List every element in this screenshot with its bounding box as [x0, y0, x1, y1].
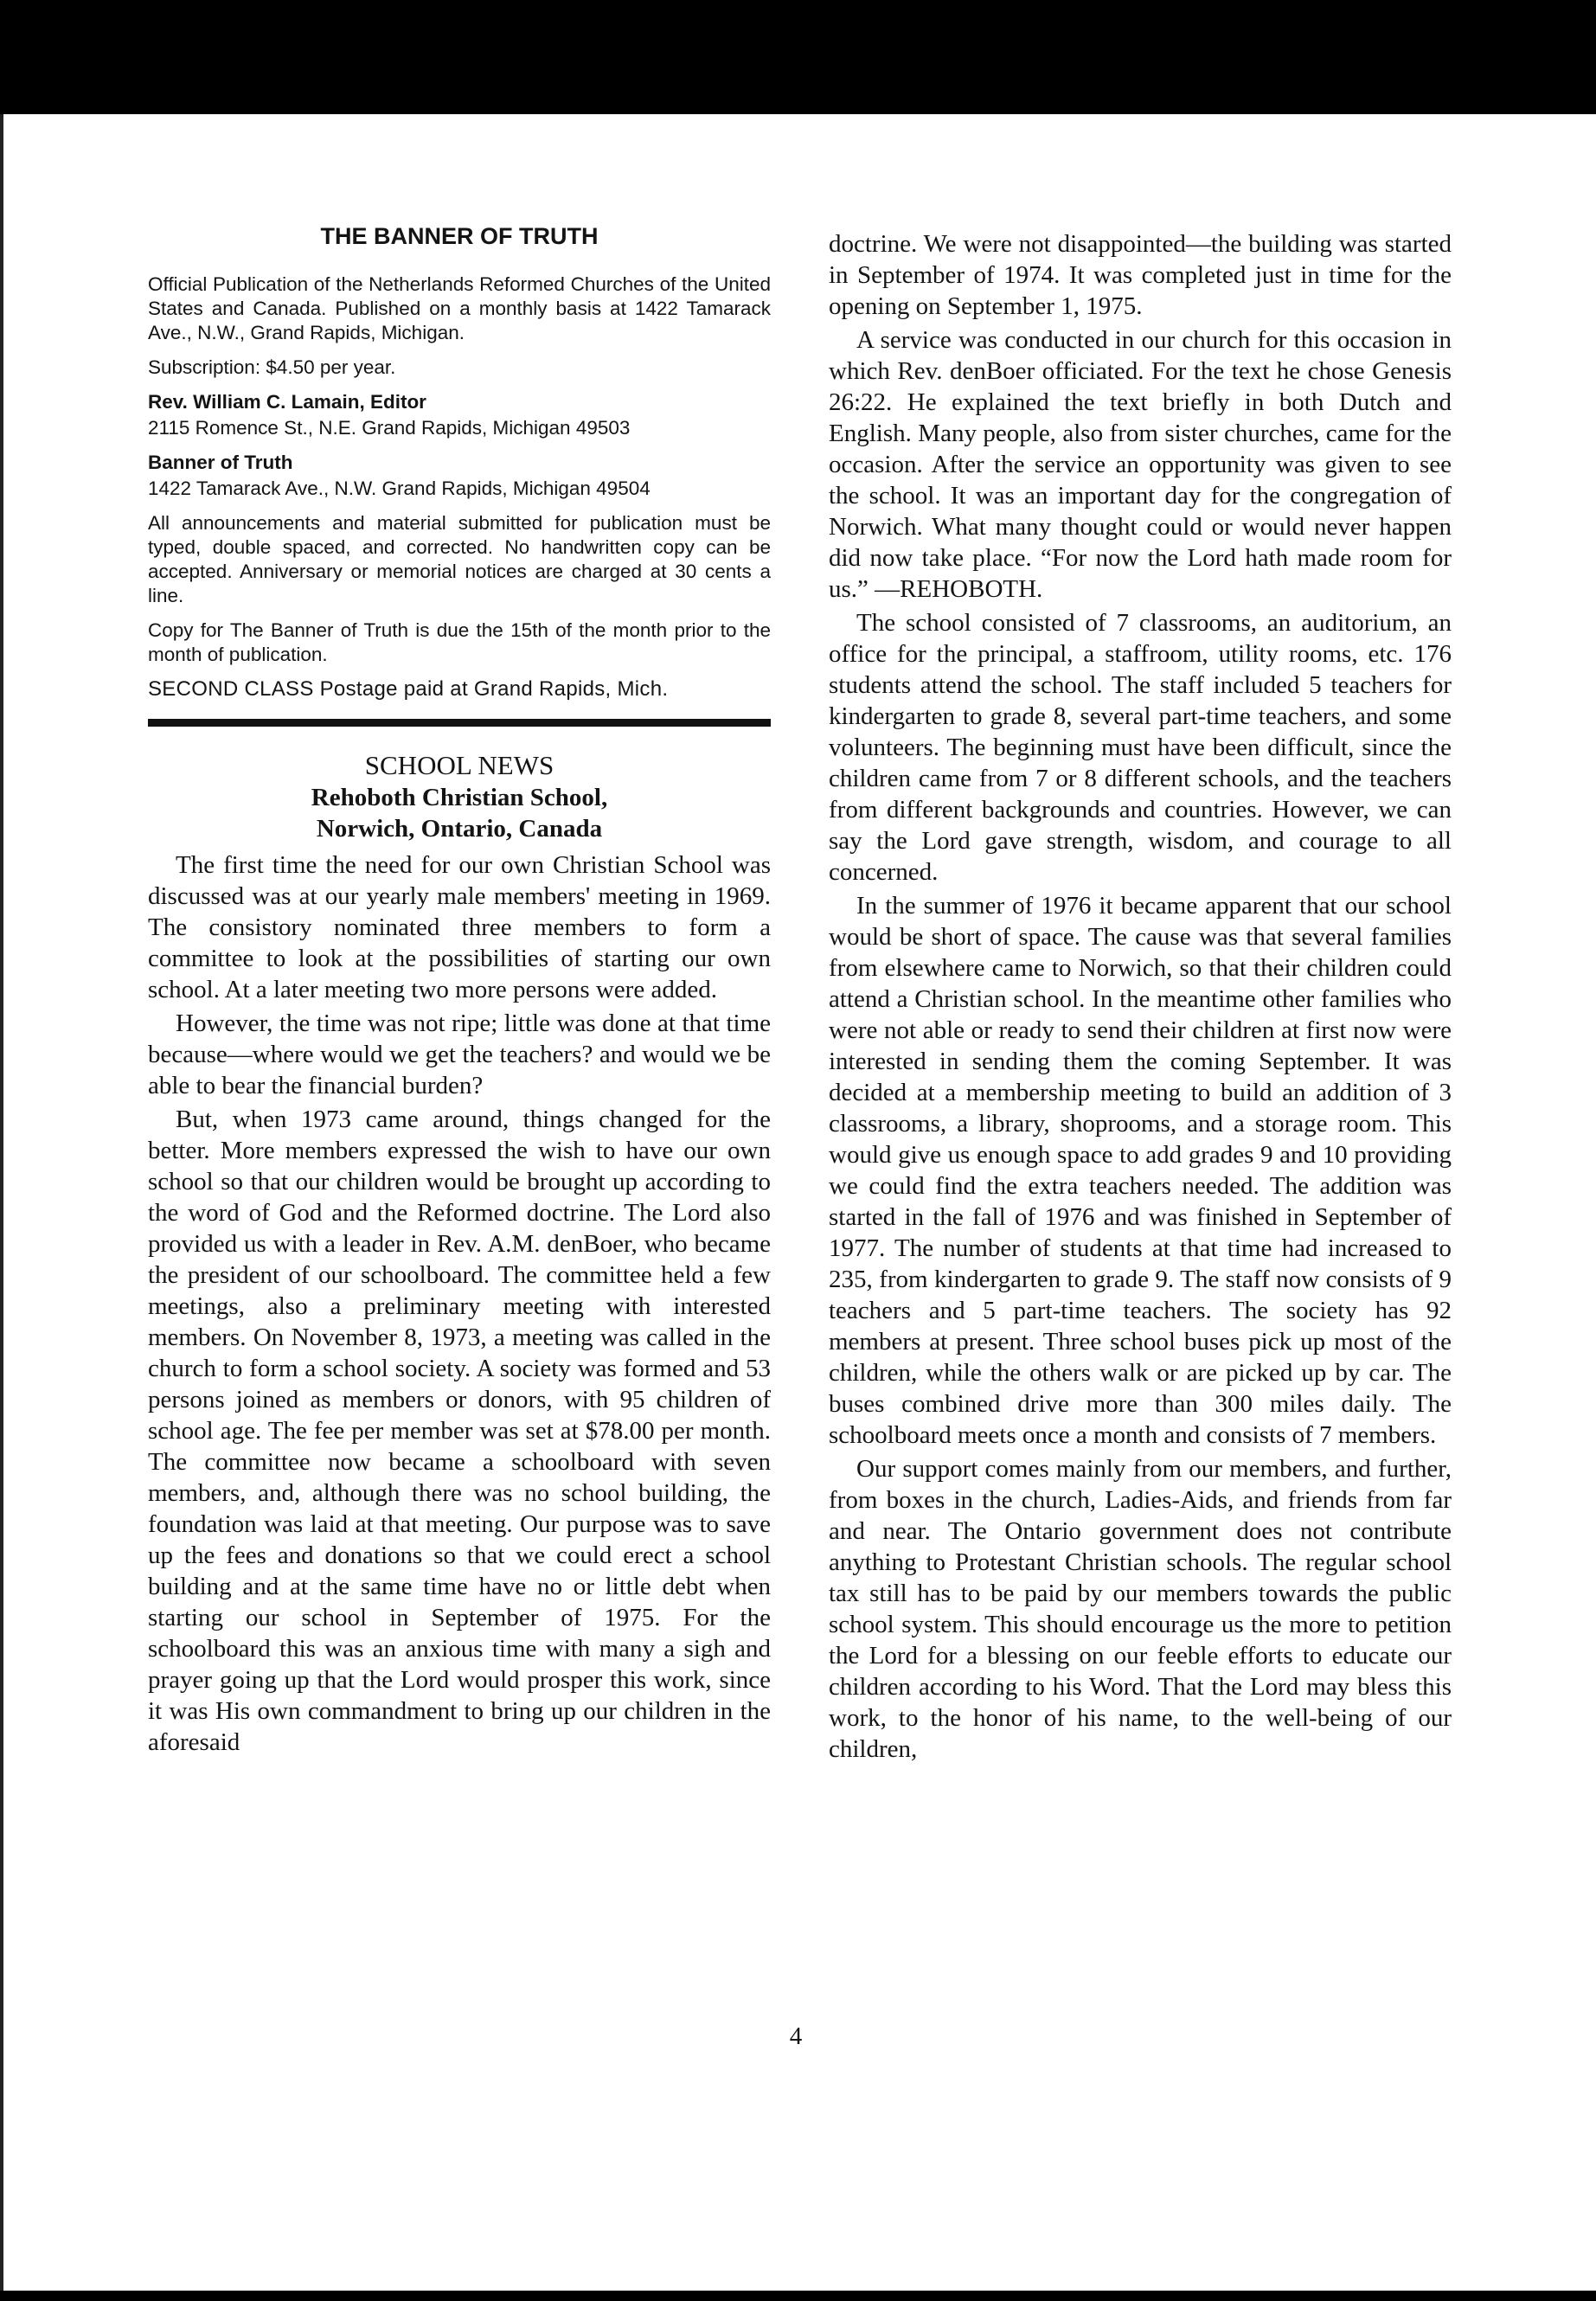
article-subtitle-line1: Rehoboth Christian School,: [311, 784, 608, 811]
article-paragraph: However, the time was not ripe; little was done at that time because—where would we get the teachers? and would we be able to bear the financial burden?: [148, 1009, 771, 1099]
copy-due-note: Copy for The Banner of Truth is due the 15th of the month prior to the month of publication.: [148, 619, 771, 665]
editor-name: Rev. William C. Lamain, Editor: [148, 391, 426, 413]
office-address: 1422 Tamarack Ave., N.W. Grand Rapids, Michigan 49504: [148, 478, 651, 499]
left-column: [148, 223, 771, 1760]
office-name: Banner of Truth: [148, 452, 293, 473]
scan-bottom-border: [0, 2291, 1596, 2301]
article-paragraph: The school consisted of 7 classrooms, an auditorium, an office for the principal, a staffroom, utility rooms, etc. 176 students attend the school. The staff included 5 teachers for kindergarten to grade 8, several part-time teachers, and some volunteers. The beginning must have been difficult, since the children came from 7 or 8 different schools, and the teachers from different backgrounds and countries. However, we can say the Lord gave strength, wisdom, and courage to all concerned.: [829, 609, 1452, 886]
article-subtitle-line2: Norwich, Ontario, Canada: [316, 815, 603, 843]
article-paragraph: In the summer of 1976 it became apparent that our school would be short of space. The cause was that several families from elsewhere came to Norwich, so that their children could attend a Christian school. In the meantime other families who were not able or ready to send their children at first now were interested in sending them the coming September. It was decided at a membership meeting to build an addition of 3 classrooms, a library, shoprooms, and a storage room. This would give us enough space to add grades 9 and 10 providing we could find the extra teachers needed. The addition was started in the fall of 1976 and was finished in September of 1977. The number of students at that time had increased to 235, from kindergarten to grade 9. The staff now consists of 9 teachers and 5 part-time teachers. The society has 92 members at present. Three school buses pick up most of the children, while the others walk or are picked up by car. The buses combined drive more than 300 miles daily. The schoolboard meets once a month and consists of 7 members.: [829, 892, 1452, 1449]
masthead-title: THE BANNER OF TRUTH: [320, 223, 599, 249]
article-paragraph: The first time the need for our own Christian School was discussed was at our yearly male members' meeting in 1969. The consistory nominated three members to form a committee to look at the possibilities of starting our own school. At a later meeting two more persons were added.: [148, 851, 771, 1003]
article-paragraph-continued: doctrine. We were not disappointed—the building was started in September of 1974. It was completed just in time for the opening on September 1, 1975.: [829, 230, 1452, 320]
official-publication-note: Official Publication of the Netherlands Reformed Churches of the United States and Canada. Published on a monthly basis at 1422 Tamarack Ave., N.W., Grand Rapids, Michigan.: [148, 273, 771, 343]
right-column: [829, 228, 1452, 1767]
scan-left-edge: [0, 114, 3, 2291]
article-paragraph: Our support comes mainly from our members, and further, from boxes in the church, Ladies-Aids, and friends from far and near. The Ontario government does not contribute anything to Protestant Christian schools. The regular school tax still has to be paid by our members towards the public school system. This should encourage us the more to petition the Lord for a blessing on our feeble efforts to educate our children according to his Word. That the Lord may bless this work, to the honor of his name, to the well-being of our children,: [829, 1455, 1452, 1763]
scan-top-border: [0, 0, 1596, 114]
subscription-price: Subscription: $4.50 per year.: [148, 356, 396, 378]
article-paragraph: A service was conducted in our church for this occasion in which Rev. denBoer officiated. For the text he chose Genesis 26:22. He explained the text briefly in both Dutch and English. Many people, also from sister churches, came for the occasion. After the service an opportunity was given to see the school. It was an important day for the congregation of Norwich. What many thought could or would never happen did now take place. “For now the Lord hath made room for us.” —REHOBOTH.: [829, 326, 1452, 603]
section-divider: [148, 719, 771, 727]
announcements-note: All announcements and material submitted for publication must be typed, double spaced, and corrected. No handwritten copy can be accepted. Anniversary or memorial notices are charged at 30 cents a line.: [148, 512, 771, 606]
page-number: 4: [789, 2022, 803, 2050]
editor-address: 2115 Romence St., N.E. Grand Rapids, Michigan 49503: [148, 417, 631, 439]
section-heading: SCHOOL NEWS: [364, 750, 554, 780]
postage-note: SECOND CLASS Postage paid at Grand Rapids, Mich.: [148, 677, 669, 701]
article-paragraph: But, when 1973 came around, things changed for the better. More members expressed the wish to have our own school so that our children would be brought up according to the word of God and the Reformed doctrine. The Lord also provided us with a leader in Rev. A.M. denBoer, who became the president of our schoolboard. The committee held a few meetings, also a preliminary meeting with interested members. On November 8, 1973, a meeting was called in the church to form a school society. A society was formed and 53 persons joined as members or donors, with 95 children of school age. The fee per member was set at $78.00 per month. The committee now became a schoolboard with seven members, and, although there was no school building, the foundation was laid at that meeting. Our purpose was to save up the fees and donations so that we could erect a school building and at the same time have no or little debt when starting our school in September of 1975. For the schoolboard this was an anxious time with many a sigh and prayer going up that the Lord would prosper this work, since it was His own commandment to bring up our children in the aforesaid: [148, 1106, 771, 1756]
